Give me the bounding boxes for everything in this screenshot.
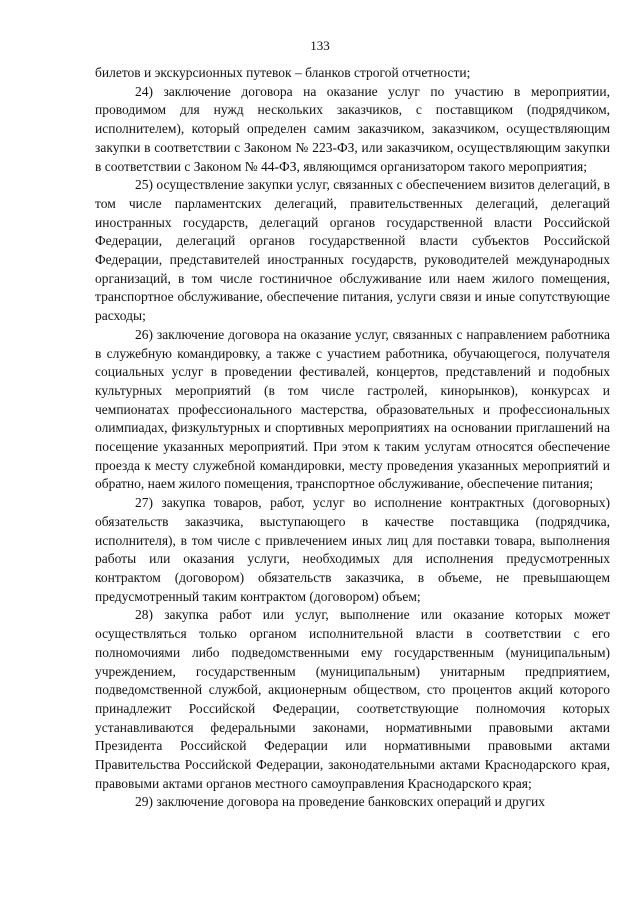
page-number: 133	[310, 38, 330, 53]
paragraph-item-29: 29) заключение договора на проведение банковских операций и других	[135, 794, 545, 810]
paragraph-item-25: 25) осуществление закупки услуг, связанных с обеспечением визитов делегаций, в том числе парламентских делегаций, правительственных делегаций, делегаций иностранных государств, делегаций органов государственной власти Российской Федерации, делегаций органов государственной власти субъектов Российской Федерации, представителей иностранных государств, руководителей международных организаций, в том числе гостиничное обслуживание или наем жилого помещения, транспортное обслуживание, обеспечение питания, услуги связи и иные сопутствующие расходы;	[95, 177, 611, 324]
paragraph-item-27: 27) закупка товаров, работ, услуг во исполнение контрактных (договорных) обязательств заказчика, выступающего в качестве поставщика (подрядчика, исполнителя), в том числе с привлечением иных лиц для поставки товара, выполнения работы или оказания услуги, необходимых для исполнения предусмотренных контрактом (договором) обязательств заказчика, в объеме, не превышающем предусмотренный таким контрактом (договором) объем;	[95, 495, 610, 604]
document-body	[95, 64, 610, 812]
paragraph-item-26: 26) заключение договора на оказание услуг, связанных с направлением работника в служебную командировку, а также с участием работника, обучающегося, получателя социальных услуг в проведении фестивалей, концертов, представлений и подобных культурных мероприятий (в том числе гастролей, кинорынков), конкурсах и чемпионатах профессионального мастерства, образовательных и профессиональных олимпиадах, физкультурных и спортивных мероприятиях на основании приглашений на посещение указанных мероприятий. При этом к таким услугам относятся обеспечение проезда к месту служебной командировки, месту проведения указанных мероприятий и обратно, наем жилого помещения, транспортное обслуживание, обеспечение питания;	[95, 326, 610, 492]
paragraph-item-24: 24) заключение договора на оказание услуг по участию в мероприятии, проводимом для нужд нескольких заказчиков, с поставщиком (подрядчиком, исполнителем), который определен самим заказчиком, заказчиком, осуществляющим закупки в соответствии с Законом № 223-ФЗ, или заказчиком, осуществляющим закупки в соответствии с Законом № 44-ФЗ, являющимся организатором такого мероприятия;	[95, 83, 610, 174]
paragraph-item-28: 28) закупка работ или услуг, выполнение или оказание которых может осуществляться только органом исполнительной власти в соответствии с его полномочиями либо подведомственными ему государственным (муниципальным) учреждением, государственным (муниципальным) унитарным предприятием, подведомственной службой, акционерным обществом, сто процентов акций которого принадлежит Российской Федерации, соответствующие полномочия которых устанавливаются федеральными законами, нормативными правовыми актами Президента Российской Федерации или нормативными правовыми актами Правительства Российской Федерации, законодательными актами Краснодарского края, правовыми актами органов местного самоуправления Краснодарского края;	[95, 607, 610, 791]
paragraph-continuation: билетов и экскурсионных путевок – бланков строгой отчетности;	[95, 65, 471, 80]
